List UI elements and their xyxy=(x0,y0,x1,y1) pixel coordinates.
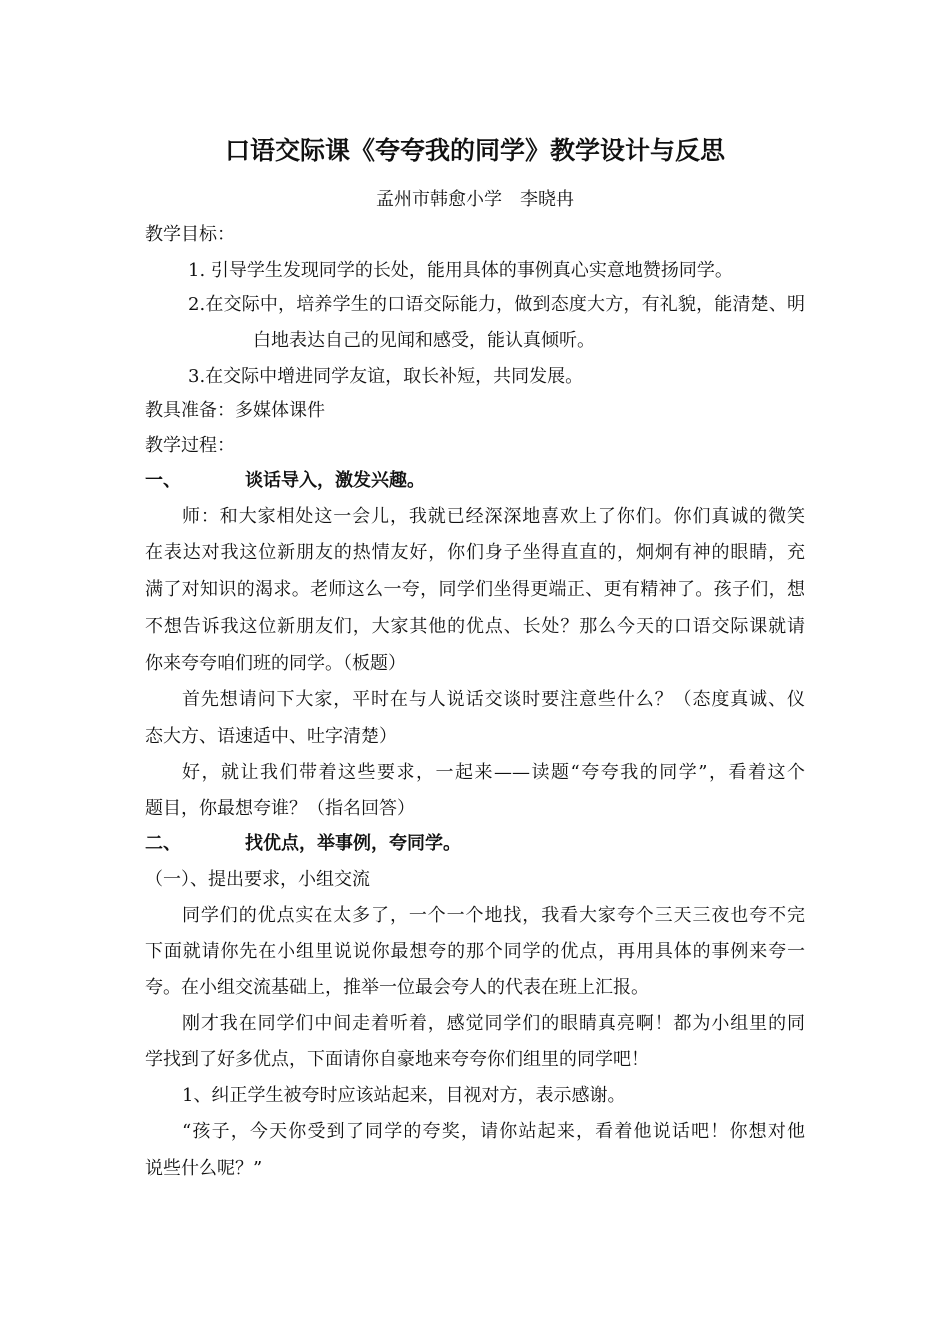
goal-2-cont: 白地表达自己的见闻和感受，能认真倾听。 xyxy=(253,330,595,351)
paragraph-4-line-1: 同学们的优点实在太多了，一个一个地找，我看大家夸个三天三夜也夸不完 xyxy=(182,905,805,926)
paragraph-2-line-2: 态大方、语速适中、吐字清楚） xyxy=(145,726,397,747)
paragraph-1-line-3: 满了对知识的渴求。老师这么一夸，同学们坐得更端正、更有精神了。孩子们，想 xyxy=(145,579,805,600)
paragraph-3-line-2: 题目，你最想夸谁？（指名回答） xyxy=(145,798,415,819)
paragraph-1-line-1: 师：和大家相处这一会儿，我就已经深深地喜欢上了你们。你们真诚的微笑 xyxy=(182,506,805,527)
section-2-title: 找优点，举事例，夸同学。 xyxy=(245,833,461,854)
teaching-aids: 教具准备：多媒体课件 xyxy=(145,400,325,421)
paragraph-6-line-1: “孩子，今天你受到了同学的夸奖，请你站起来，看着他说话吧！你想对他 xyxy=(182,1121,805,1142)
paragraph-5-line-2: 学找到了好多优点，下面请你自豪地来夸夸你们组里的同学吧！ xyxy=(145,1049,649,1070)
section-1-heading xyxy=(145,469,425,493)
paragraph-1-line-2: 在表达对我这位新朋友的热情友好，你们身子坐得直直的，炯炯有神的眼睛，充 xyxy=(145,542,805,563)
paragraph-5-line-1: 刚才我在同学们中间走着听着，感觉同学们的眼睛真亮啊！都为小组里的同 xyxy=(182,1013,805,1034)
subsection-1-heading: （一）、提出要求，小组交流 xyxy=(145,869,370,890)
author-line: 孟州市韩愈小学 李晓冉 xyxy=(376,189,574,210)
paragraph-3-line-1: 好，就让我们带着这些要求，一起来——读题“夸夸我的同学”，看着这个 xyxy=(182,762,805,783)
goals-heading: 教学目标： xyxy=(145,224,235,245)
paragraph-6-line-2: 说些什么呢？” xyxy=(145,1158,263,1179)
paragraph-1-line-4: 不想告诉我这位新朋友们，大家其他的优点、长处？那么今天的口语交际课就请 xyxy=(145,616,805,637)
section-1-number: 一、 xyxy=(145,470,181,491)
section-1-title: 谈话导入，激发兴趣。 xyxy=(245,470,425,491)
paragraph-1-line-5: 你来夸夸咱们班的同学。（板题） xyxy=(145,653,406,674)
section-2-heading xyxy=(145,832,461,856)
section-2-number: 二、 xyxy=(145,833,181,854)
process-heading: 教学过程： xyxy=(145,435,235,456)
document-title: 口语交际课《夸夸我的同学》教学设计与反思 xyxy=(224,136,725,165)
paragraph-4-line-3: 夸。在小组交流基础上，推举一位最会夸人的代表在班上汇报。 xyxy=(145,977,649,998)
paragraph-4-line-2: 下面就请你先在小组里说说你最想夸的那个同学的优点，再用具体的事例来夸一 xyxy=(145,941,805,962)
goal-1: 1. 引导学生发现同学的长处，能用具体的事例真心实意地赞扬同学。 xyxy=(188,260,733,281)
goal-2: 2.在交际中，培养学生的口语交际能力，做到态度大方，有礼貌，能清楚、明 xyxy=(188,294,805,315)
goal-3: 3.在交际中增进同学友谊，取长补短，共同发展。 xyxy=(188,366,584,387)
item-1: 1、纠正学生被夸时应该站起来，目视对方，表示感谢。 xyxy=(182,1085,626,1106)
paragraph-2-line-1: 首先想请问下大家，平时在与人说话交谈时要注意些什么？（态度真诚、仪 xyxy=(182,689,805,710)
